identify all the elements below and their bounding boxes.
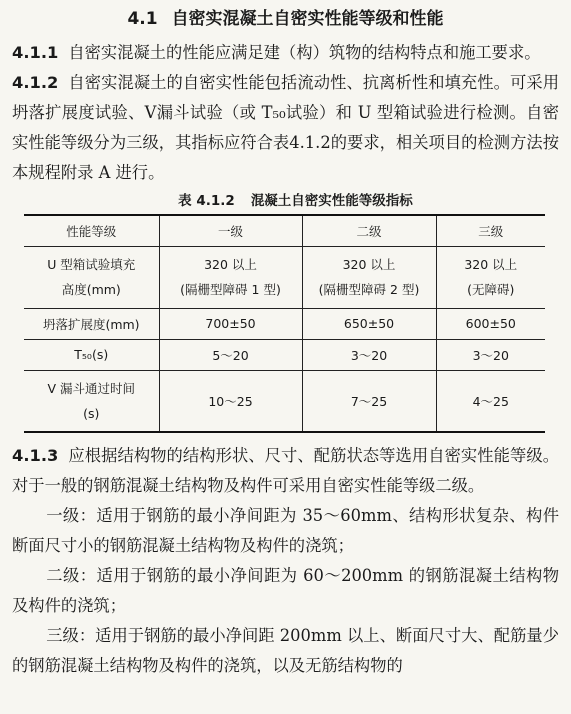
table-cell: 3～20 <box>302 339 436 370</box>
table-header-cell: 二级 <box>302 215 436 246</box>
table-header-row <box>24 215 545 246</box>
table-row <box>24 339 545 370</box>
table-cell: 600±50 <box>436 308 545 339</box>
row-label-line: U 型箱试验填充 <box>47 257 136 272</box>
clause-text: 应根据结构物的结构形状、尺寸、配筋状态等选用自密实性能等级。对于一般的钢筋混凝土结构物及构件可采用自密实性能等级二级。 <box>12 446 559 495</box>
table-row <box>24 246 545 308</box>
row-label-line: (s) <box>83 405 100 421</box>
table-cell <box>436 246 545 308</box>
clause-number: 4.1.1 <box>12 43 59 62</box>
section-title: 自密实混凝土自密实性能等级和性能 <box>171 9 444 29</box>
cell-line: (隔栅型障碍 2 型) <box>318 282 420 297</box>
table-header-cell: 三级 <box>436 215 545 246</box>
clause-number: 4.1.3 <box>12 446 59 465</box>
grade-table <box>24 214 545 433</box>
clause-text: 自密实混凝土的自密实性能包括流动性、抗离析性和填充性。可采用坍落扩展度试验、V漏斗试验（或 T₅₀试验）和 U 型箱试验进行检测。自密实性能等级分为三级，其指标应符合表4.1.2的要求，相关项目的检测方法按本规程附录 A 进行。 <box>12 73 559 182</box>
table-header-cell: 一级 <box>159 215 302 246</box>
clause-4-1-1 <box>12 38 559 68</box>
table-title: 混凝土自密实性能等级指标 <box>250 193 413 209</box>
table-row <box>24 308 545 339</box>
grade-one-paragraph: 一级：适用于钢筋的最小净间距为 35～60mm、结构形状复杂、构件断面尺寸小的钢筋混凝土结构物及构件的浇筑； <box>12 506 559 555</box>
table-cell: 10～25 <box>159 370 302 432</box>
cell-line: (隔栅型障碍 1 型) <box>180 282 281 297</box>
row-label <box>24 370 159 432</box>
row-label-line: V 漏斗通过时间 <box>47 380 136 396</box>
table-cell: 4～25 <box>436 370 545 432</box>
cell-line: 320 以上 <box>342 257 396 272</box>
row-label-line: 高度(mm) <box>61 282 121 297</box>
table-row <box>24 370 545 432</box>
cell-line: 320 以上 <box>464 257 518 272</box>
row-label: T₅₀(s) <box>24 339 159 370</box>
table-cell <box>302 246 436 308</box>
table-cell: 7～25 <box>302 370 436 432</box>
table-number: 表 4.1.2 <box>178 193 235 209</box>
section-number: 4.1 <box>127 9 158 29</box>
clause-number: 4.1.2 <box>12 73 59 92</box>
section-heading <box>12 0 559 38</box>
row-label: 坍落扩展度(mm) <box>24 308 159 339</box>
table-cell: 5～20 <box>159 339 302 370</box>
table-header-cell: 性能等级 <box>24 215 159 246</box>
table-caption <box>32 188 559 214</box>
row-label <box>24 246 159 308</box>
table-cell: 3～20 <box>436 339 545 370</box>
table-cell <box>159 246 302 308</box>
cell-line: (无障碍) <box>467 282 515 297</box>
table-cell: 700±50 <box>159 308 302 339</box>
clause-text: 自密实混凝土的性能应满足建（构）筑物的结构特点和施工要求。 <box>68 43 541 62</box>
clause-4-1-2 <box>12 68 559 188</box>
clause-4-1-3 <box>12 441 559 501</box>
grade-two-paragraph: 二级：适用于钢筋的最小净间距为 60～200mm 的钢筋混凝土结构物及构件的浇筑； <box>12 566 559 615</box>
table-cell: 650±50 <box>302 308 436 339</box>
grade-three-paragraph: 三级：适用于钢筋的最小净间距 200mm 以上、断面尺寸大、配筋量少的钢筋混凝土结构物及构件的浇筑，以及无筋结构物的 <box>12 626 559 675</box>
cell-line: 320 以上 <box>204 257 257 272</box>
